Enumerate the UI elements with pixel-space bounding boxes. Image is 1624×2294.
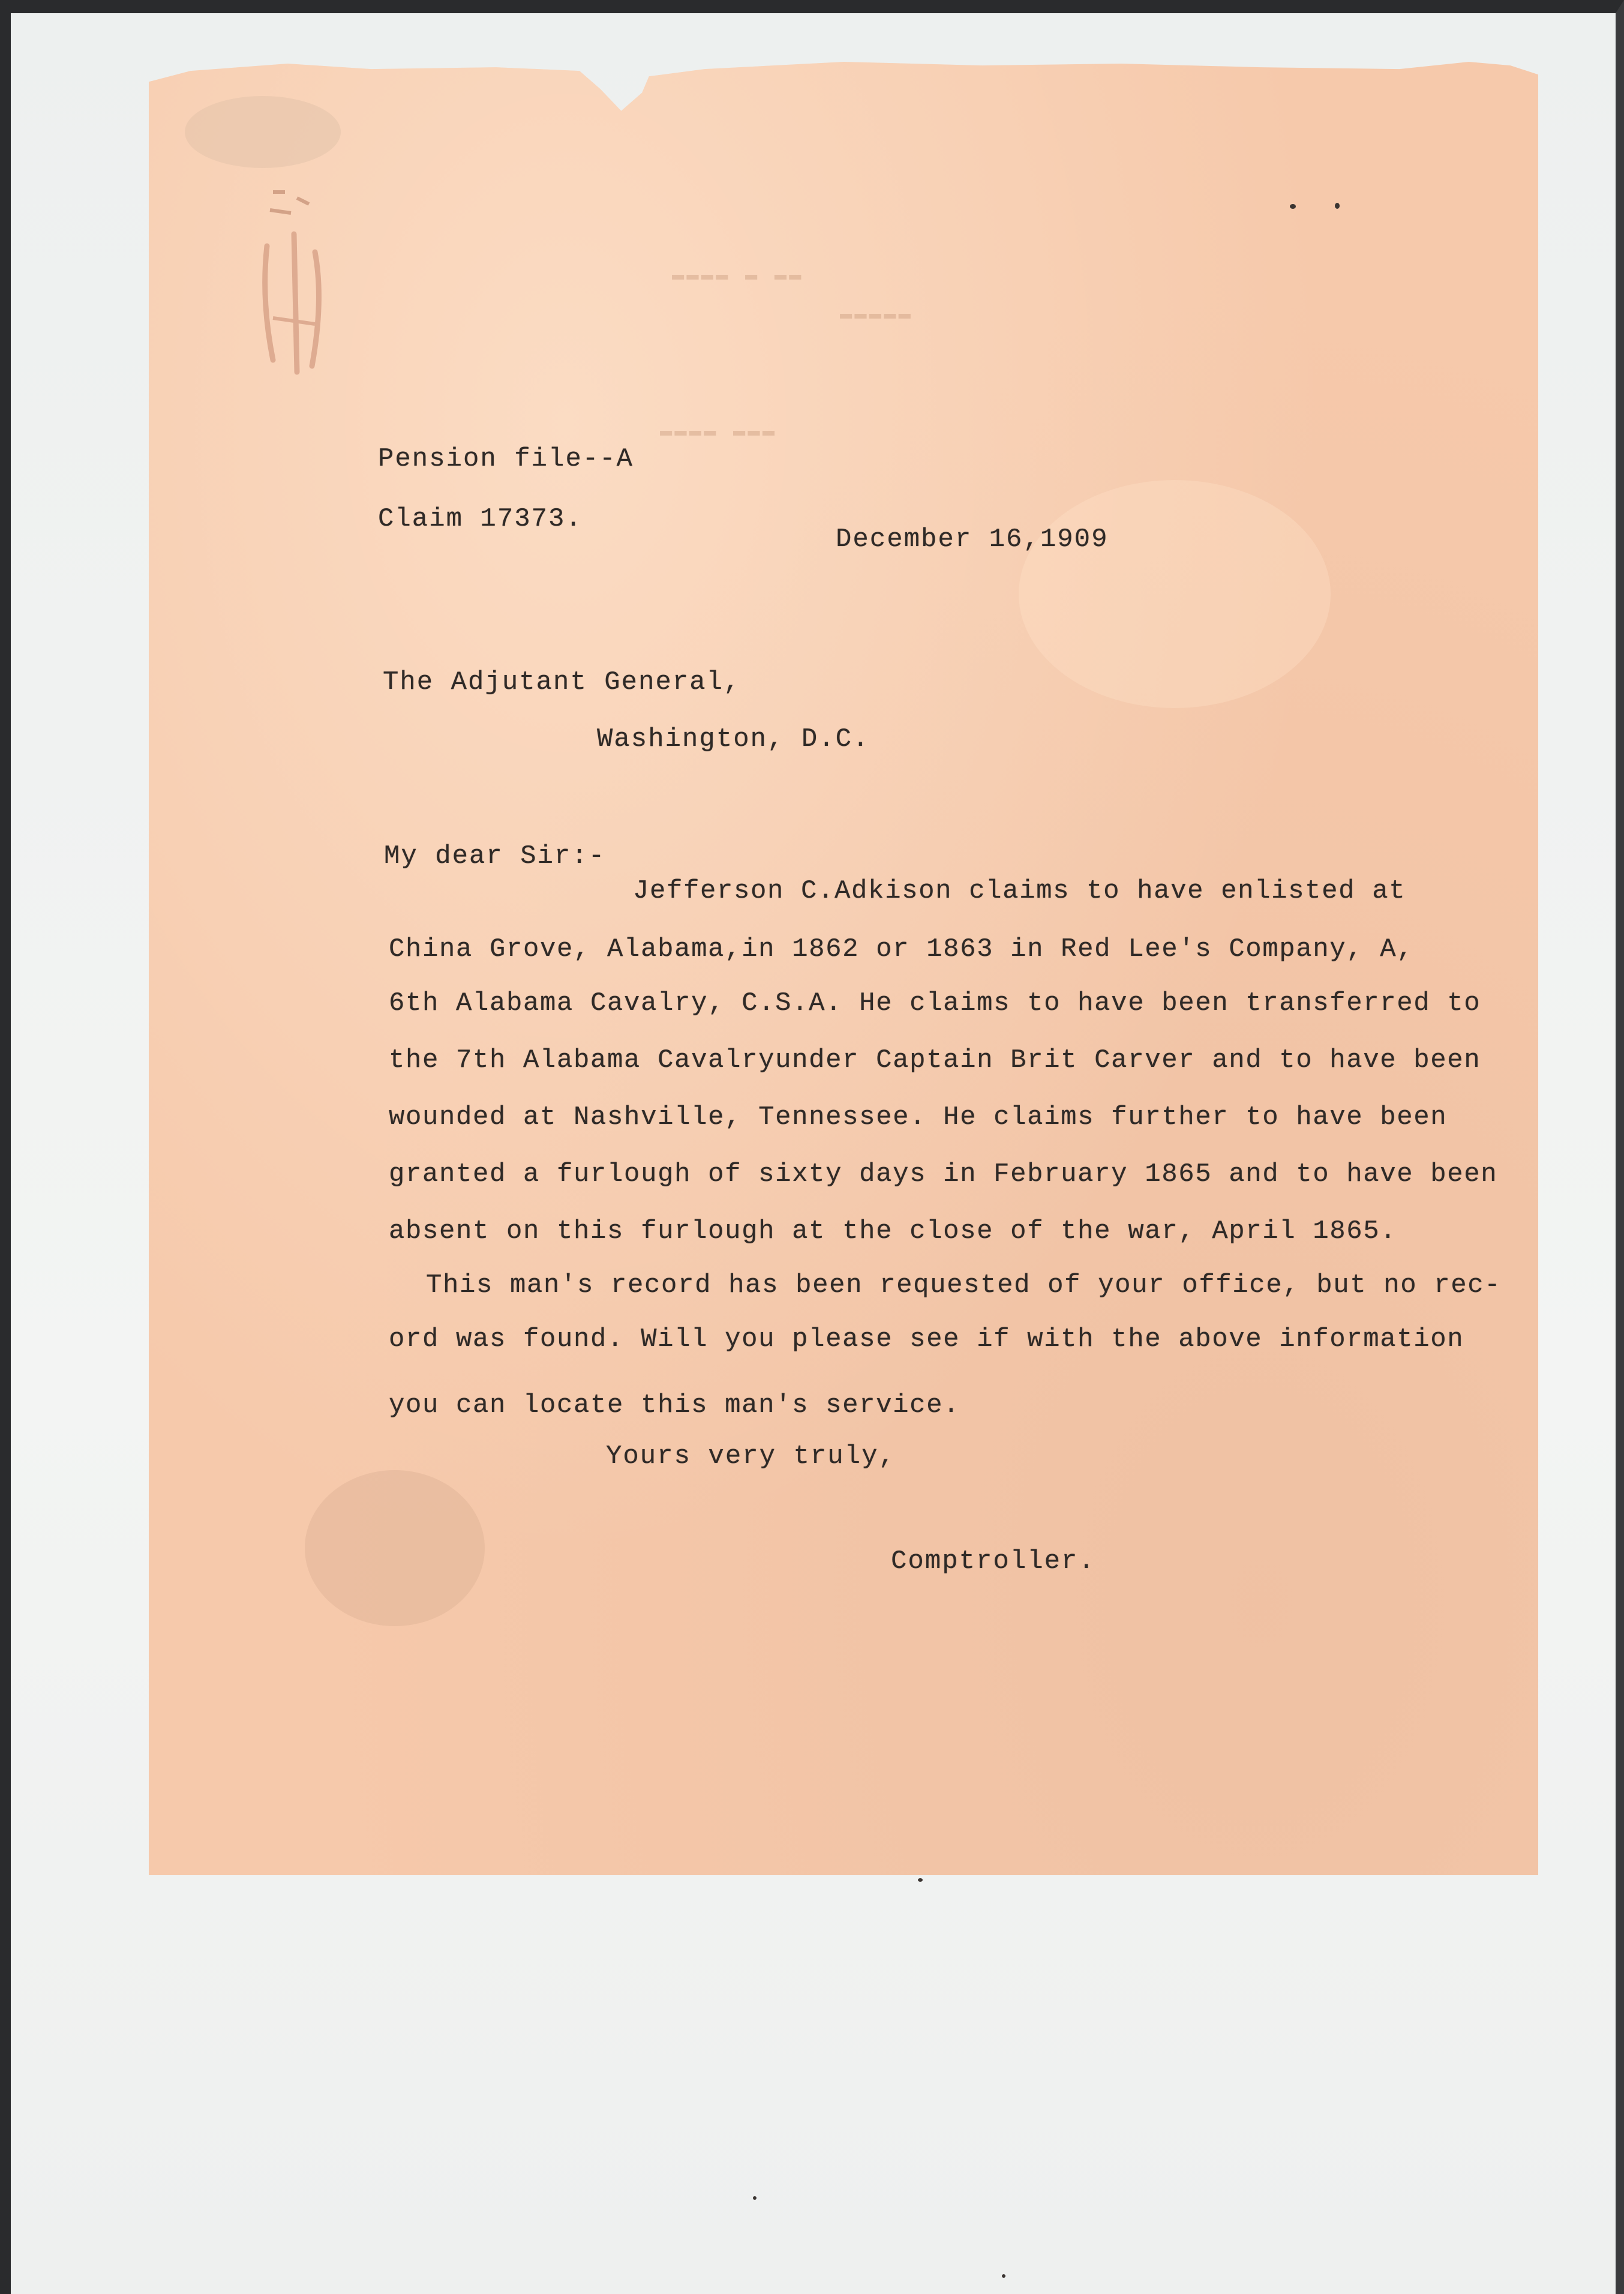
body-line: wounded at Nashville, Tennessee. He claims further to have been: [389, 1102, 1448, 1132]
salutation: My dear Sir:-: [384, 841, 606, 871]
paper-speck: [1335, 203, 1340, 209]
paper-speck: [753, 2196, 757, 2200]
signature-title: Comptroller.: [891, 1546, 1095, 1576]
closing: Yours very truly,: [606, 1441, 896, 1471]
recipient-title: The Adjutant General,: [383, 667, 741, 697]
claim-number: Claim 17373.: [378, 504, 583, 534]
body-line: you can locate this man's service.: [389, 1390, 960, 1420]
letter-sheet: [149, 60, 1538, 1875]
body-line: 6th Alabama Cavalry, C.S.A. He claims to have been transferred to: [389, 988, 1481, 1018]
body-line: China Grove, Alabama,in 1862 or 1863 in Red Lee's Company, A,: [389, 934, 1414, 964]
body-line: This man's record has been requested of your office, but no rec-: [426, 1270, 1502, 1300]
paper-speck: [1002, 2274, 1005, 2278]
body-line: granted a furlough of sixty days in February 1865 and to have been: [389, 1159, 1498, 1189]
pension-file-reference: Pension file--A: [378, 444, 634, 474]
body-line: ord was found. Will you please see if with the above information: [389, 1324, 1464, 1354]
faded-letterhead-mark: ▬▬▬▬ ▬▬▬: [660, 420, 778, 443]
body-line: the 7th Alabama Cavalryunder Captain Brit Carver and to have been: [389, 1045, 1481, 1075]
recipient-location: Washington, D.C.: [597, 724, 870, 754]
faded-letterhead-mark: ▬▬▬▬ ▬ ▬▬: [672, 264, 804, 287]
body-line: Jefferson C.Adkison claims to have enlisted at: [633, 876, 1406, 906]
faded-letterhead-mark: ▬▬▬▬▬: [840, 303, 914, 326]
faded-stamp-mark: [249, 180, 339, 396]
body-line: absent on this furlough at the close of the war, April 1865.: [389, 1216, 1397, 1246]
paper-speck: [1290, 204, 1296, 209]
paper-speck: [918, 1878, 923, 1882]
letter-date: December 16,1909: [836, 524, 1109, 554]
